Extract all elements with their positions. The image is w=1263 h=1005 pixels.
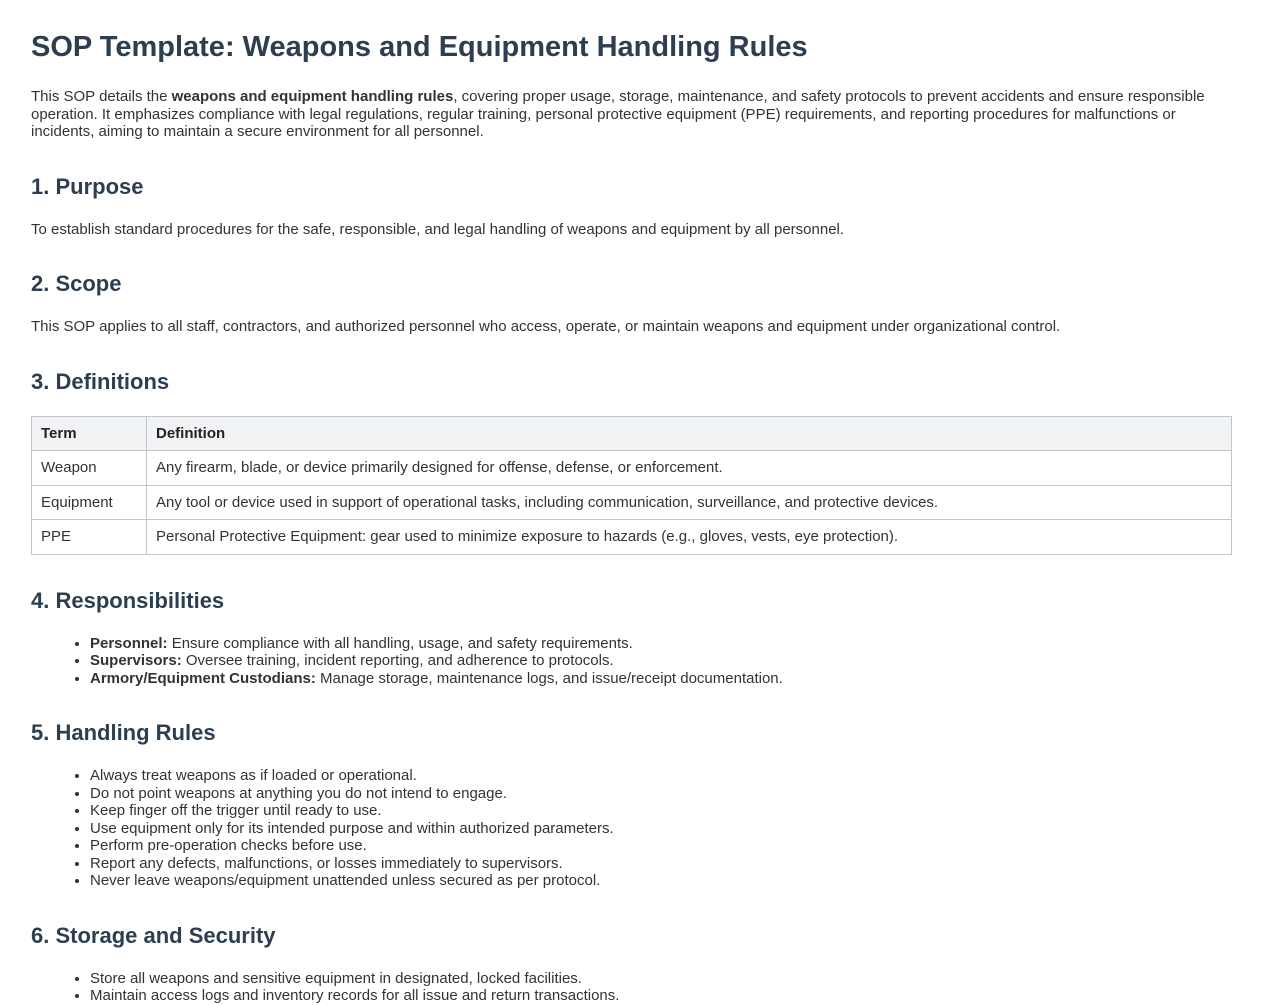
list-item: [90, 652, 1232, 670]
section-body-scope: This SOP applies to all staff, contractors, and authorized personnel who access, operate, or maintain weapons and equipment under organizational control.: [31, 318, 1061, 335]
definition-cell: Any firearm, blade, or device primarily designed for offense, defense, or enforcement.: [147, 451, 1232, 486]
section-handling-rules: [31, 722, 1232, 890]
intro-paragraph: [31, 88, 1232, 141]
definition-cell: Any tool or device used in support of operational tasks, including communication, surveillance, and protective devices.: [147, 485, 1232, 520]
section-body-purpose: To establish standard procedures for the safe, responsible, and legal handling of weapons and equipment by all personnel.: [31, 220, 845, 238]
list-item-text: Manage storage, maintenance logs, and issue/receipt documentation.: [315, 669, 783, 687]
list-item-text: Ensure compliance with all handling, usage, and safety requirements.: [167, 634, 633, 652]
list-item: [90, 670, 1232, 688]
section-scope: [31, 273, 1232, 336]
term-cell: PPE: [32, 520, 147, 555]
list-item: • Maintain access logs and inventory records for all issue and return transactions.: [90, 987, 1232, 1005]
section-storage-security: [31, 922, 1232, 1005]
list-item: • Use equipment only for its intended purpose and within authorized parameters.: [90, 820, 1232, 838]
list-item-text: Oversee training, incident reporting, and adherence to protocols.: [181, 652, 614, 669]
list-item: • Keep finger off the trigger until ready to use.: [90, 802, 1232, 820]
list-item: • Report any defects, malfunctions, or losses immediately to supervisors.: [90, 855, 1232, 873]
intro-text-suffix: , covering proper usage, storage, maintenance, and safety protocols to prevent accidents and ensure responsible operation. It emphasizes compliance with legal regulations, regular training, personal protective equipment (PPE) requirements, and reporting procedures for malfunctions or incidents, aiming to maintain a secure environment for all personnel.: [31, 88, 1205, 140]
page-title: SOP Template: Weapons and Equipment Handling Rules: [31, 31, 808, 63]
intro-text-prefix: This SOP details the: [31, 88, 172, 105]
term-cell: Weapon: [32, 451, 147, 486]
responsibilities-list: [31, 635, 1232, 688]
list-item: • Perform pre-operation checks before use.: [90, 837, 1232, 855]
section-purpose: [31, 173, 1232, 239]
list-item-label: Personnel:: [90, 634, 168, 652]
section-heading-storage-security: 6. Storage and Security: [31, 922, 276, 948]
handling-rules-list: [31, 767, 1232, 890]
list-item: • Store all weapons and sensitive equipment in designated, locked facilities.: [90, 970, 1232, 988]
section-heading-responsibilities: 4. Responsibilities: [31, 587, 225, 613]
term-cell: Equipment: [32, 485, 147, 520]
intro-bold-text: weapons and equipment handling rules: [171, 88, 454, 105]
storage-security-list: [31, 970, 1232, 1005]
list-item: [90, 635, 1232, 653]
section-definitions: [31, 368, 1232, 555]
section-heading-purpose: 1. Purpose: [31, 173, 144, 199]
list-item: • Never leave weapons/equipment unattended unless secured as per protocol.: [90, 872, 1232, 890]
table-header-row: [32, 416, 1232, 451]
section-heading-handling-rules: 5. Handling Rules: [31, 720, 216, 745]
section-heading-definitions: 3. Definitions: [31, 368, 170, 394]
table-header-term: Term: [32, 416, 147, 451]
table-row: [32, 485, 1232, 520]
section-heading-scope: 2. Scope: [31, 271, 122, 296]
section-responsibilities: [31, 587, 1232, 688]
list-item: • Do not point weapons at anything you do not intend to engage.: [90, 785, 1232, 803]
list-item-label: Armory/Equipment Custodians:: [90, 669, 316, 687]
definitions-table: [31, 416, 1232, 555]
list-item-label: Supervisors:: [90, 652, 182, 669]
list-item: • Always treat weapons as if loaded or operational.: [90, 767, 1232, 785]
table-header-definition: Definition: [147, 416, 1232, 451]
definition-cell: Personal Protective Equipment: gear used to minimize exposure to hazards (e.g., gloves, vests, eye protection).: [147, 520, 1232, 555]
table-row: [32, 451, 1232, 486]
table-row: [32, 520, 1232, 555]
